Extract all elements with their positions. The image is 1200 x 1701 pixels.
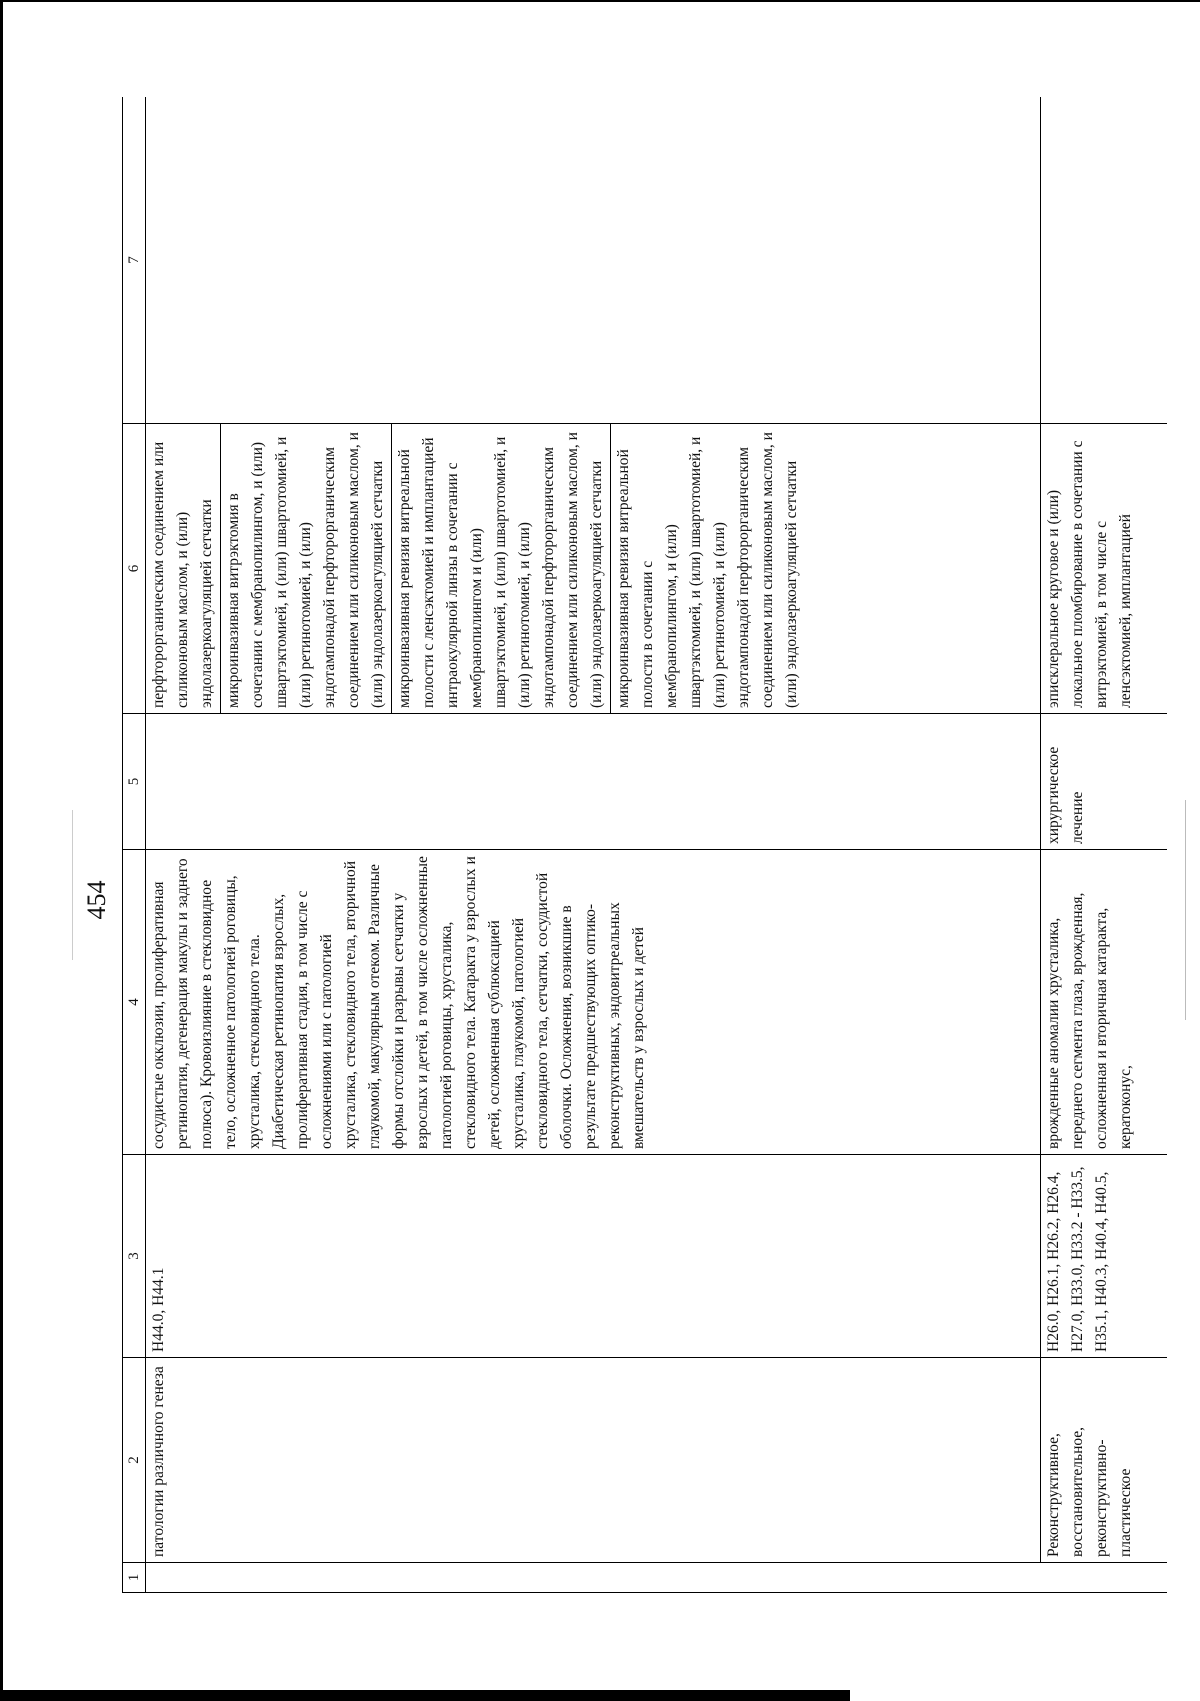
cell-row2-col2: Реконструктивное, восстановительное, реконструктивно-пластическое xyxy=(1041,1358,1168,1563)
cell-row1-col4: сосудистые окклюзии, пролиферативная ретинопатия, дегенерация макулы и заднего полюса). Кровоизлияние в стекловидное тело, осложненное патологией роговицы, хрусталика, стекловидного тела. Диабетическая ретинопатия взрослых, пролиферативная стадия, в том числе с осложнениями или с патологией хрусталика, стекловидного тела, вторичной глаукомой, макулярным отеком. Различные формы отслойки и разрывы сетчатки у взрослых и детей, в том числе осложненные патологией роговицы, хрусталика, стекловидного тела. Катаракта у взрослых и детей, осложненная сублюксацией хрусталика, глаукомой, патологией стекловидного тела, сетчатки, сосудистой оболочки. Осложнения, возникшие в результате предшествующих оптико-реконструктивных, эндовитреальных вмешательств у взрослых и детей xyxy=(146,850,1041,1155)
scan-edge-top xyxy=(0,0,1200,2)
procedure-item: микроинвазивная ревизия витреальной полости с ленсэктомией и имплантацией интраокулярной линзы в сочетании с мембранопилингом и (или) швартэктомией, и (или) швартотомией, и (или) ретинотомией, и (или) эндотампонадой перфторорганическим соединением или силиконовым маслом, и (или) эндолазеркоагуляцией сетчатки xyxy=(392,424,611,713)
page-number: 454 xyxy=(82,880,111,920)
table-row xyxy=(146,97,1041,1593)
cell-row2-col7 xyxy=(1041,97,1168,424)
header-cell-3: 3 xyxy=(123,1155,146,1358)
table-frame xyxy=(122,97,1167,1593)
header-cell-6: 6 xyxy=(123,424,146,714)
cell-row1-col3: H44.0, H44.1 xyxy=(146,1155,1041,1358)
procedure-item: микроинвазивная ревизия витреальной полости в сочетании с мембранопилингом, и (или) швартэктомией, и (или) швартотомией, и (или) ретинотомией, и (или) эндотампонадой перфторорганическим соединением или силиконовым маслом, и (или) эндолазеркоагуляцией сетчатки xyxy=(615,432,800,708)
cell-row2-col1 xyxy=(1041,1563,1168,1593)
page-number-container xyxy=(80,870,114,930)
cell-row1-col2: патологии различного генеза xyxy=(146,1358,1041,1563)
scan-mark-left xyxy=(72,810,73,960)
header-cell-4: 4 xyxy=(123,850,146,1155)
cell-row1-col5 xyxy=(146,714,1041,850)
cell-row2-col5: хирургическое лечение xyxy=(1041,714,1168,850)
cell-row1-col7 xyxy=(146,97,1041,424)
cell-row2-col6 xyxy=(1041,424,1168,714)
scan-mark-right xyxy=(1185,800,1186,1020)
table-row xyxy=(1041,97,1168,1593)
header-cell-1: 1 xyxy=(123,1563,146,1593)
header-cell-7: 7 xyxy=(123,97,146,424)
cell-row1-col1 xyxy=(146,1563,1041,1593)
header-cell-5: 5 xyxy=(123,714,146,850)
cell-row2-col4: врожденные аномалии хрусталика, переднего сегмента глаза, врожденная, осложненная и вторичная катаракта, кератоконус, xyxy=(1041,850,1168,1155)
scan-edge-left xyxy=(0,0,3,1701)
procedure-item: эписклеральное круговое и (или) локальное пломбирование в сочетании с витрэктомией, в том числе с ленсэктомией, имплантацией xyxy=(1045,440,1134,708)
procedure-item: микроинвазивная витрэктомия в сочетании с мембранопилингом, и (или) швартэктомией, и (или) швартотомией, и (или) ретинотомией, и (или) эндотампонадой перфторорганическим соединением или силиконовым маслом, и (или) эндолазеркоагуляцией сетчатки xyxy=(221,424,392,713)
document-table xyxy=(122,97,1167,1593)
scan-edge-bottom xyxy=(0,1690,850,1701)
header-cell-2: 2 xyxy=(123,1358,146,1563)
cell-row2-col3: H26.0, H26.1, H26.2, H26.4, H27.0, H33.0, H33.2 - H33.5, H35.1, H40.3, H40.4, H40.5, xyxy=(1041,1155,1168,1358)
rotated-table-container xyxy=(122,97,1167,1593)
procedure-item: перфторорганическим соединением или силиконовым маслом, и (или) эндолазеркоагуляцией сетчатки xyxy=(147,424,221,713)
cell-row1-col6 xyxy=(146,424,1041,714)
table-header-row xyxy=(123,97,146,1593)
